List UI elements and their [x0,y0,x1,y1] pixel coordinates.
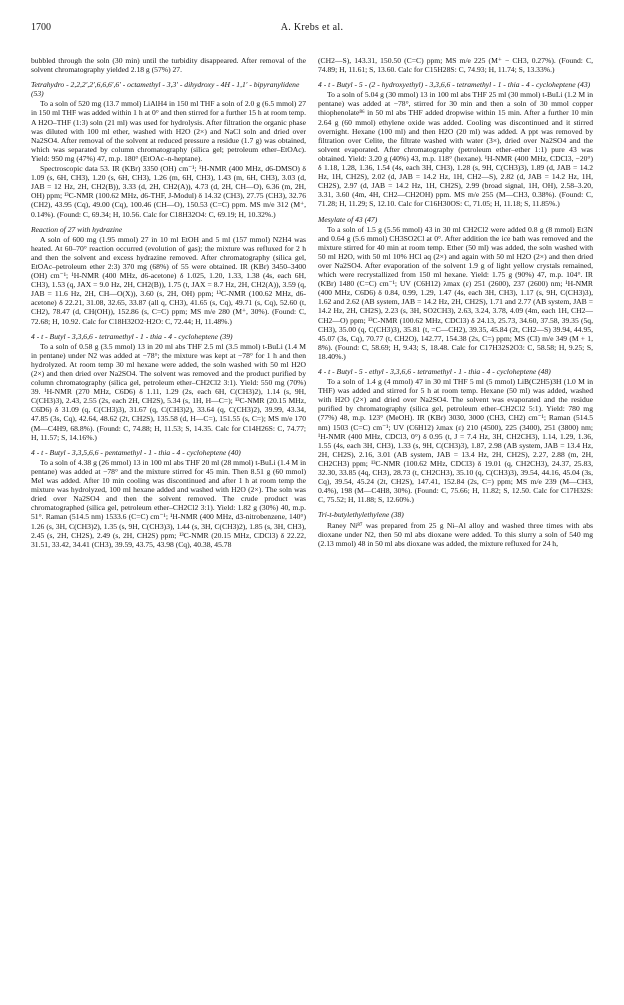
section-heading: 4 - t - Butyl - 5 - ethyl - 3,3,6,6 - tetramethyl - 1 - thia - 4 - cycloheptene (48) [318,367,551,376]
section-heading: Mesylate of 43 (47) [318,214,378,224]
paragraph: (CH2—S), 143.31, 150.50 (C=C) ppm; MS m/e 225 (M⁺ − CH3, 0.27%). (Found: C, 74.89; H, 11.61; S, 13.60. Calc for C15H28S: C, 74.93; H, 11.74; S, 13.33%.) [318,56,593,75]
paragraph: Spectroscopic data 53. IR (KBr) 3350 (OH) cm⁻¹; ¹H-NMR (400 MHz, d6-DMSO) δ 1.09 (s, 6H, CH3), 1.20 (s, 6H, CH3), 1.26 (m, 6H, CH3), 1.43 (m, 6H, CH3), 3.03 (d, JAB = 12 Hz, 2H, CH2(B)), 3.33 (d, 2H, CH2(A)), 4.73 (d, 2H, CH—O), 6.36 (m, 2H, OH) ppm; ¹³C-NMR (100.62 MHz, d6-THF, J-Modul) δ 14.32 (CH3), 27.75 (CH3), 32.76 (CH2), 43.95 (Cq), 49.00 (Cq), 100.46 (CH—O), 150.53 (C=C) ppm. MS m/e 312 (M⁺, 0.14%). (Found: C, 69.34; H, 10.56. Calc for C18H32O4: C, 69.19; H, 10.32%.) [31,164,306,219]
paragraph: To a soln of 1.4 g (4 mmol) 47 in 30 ml THF 5 ml (5 mmol) LiB(C2H5)3H (1.0 M in THF) was added and stirred for 5 h at room temp. Hexane (50 ml) was added, washed with H2O (2×) and dried over Na2SO4. The solvent was evaporated and the residue purified by chromatography (silica gel, petroleum ether–CH2Cl2 5:1). Yield: 780 mg (77%) 48, m.p. 123° (MeOH). IR (KBr) 3030, 3000 (CH3, CH2) cm⁻¹; Raman (514.5 nm) 1503 (C=C) cm⁻¹; UV (C6H12) λmax (ε) 210 (4500), 225 (3400), 251 (3800) nm; ¹H-NMR (400 MHz, CDCl3, 0°) δ 0.95 (t, J = 7.4 Hz, 3H, CH2CH3), 1.14, 1.29, 1.36, 1.55 (4s, each 3H, CH3), 1.33 (s, 9H, C(CH3)3), 1.87, 2.98 (AB system, JAB = 13.4 Hz, 2H, CH2S), 2.16, 3.01 (AB system, JAB = 13.4 Hz, 2H, CH2S), 2.27, 2.88 (m, 2H, CH2CH3) ppm; ¹³C-NMR (100.62 MHz, CDCl3) δ 19.01 (q, CH2CH3), 24.37, 25.83, 32.30, 33.85 (4q, CH3), 28.73 (t, CH2CH3), 35.10 (q, C(CH3)3), 39.54, 44.16, 45.04 (3s, Cq), 39.54, 45.24 (2t, CH2S), 147.41, 152.84 (2s, C=) ppm; MS m/e 239 (M—CH3, 0.4%), 198 (M—C4H8, 30%). (Found: C, 75.66; H, 11.82; S, 12.50. Calc for C17H32S: C, 75.52; H, 11.88; S, 12.60%.) [318,377,593,505]
paragraph: A soln of 600 mg (1.95 mmol) 27 in 10 ml EtOH and 5 ml (157 mmol) N2H4 was heated. At 60–70° reaction occurred (evolution of gas); the mixture was refluxed for 2 h and then the solvent and excess hydrazine removed. After chromatography (silica gel, EtOAc–petroleum ether 2:3) 370 mg (68%) of 55 were obtained. IR (KBr) 3450–3400 (OH) cm⁻¹; ¹H-NMR (400 MHz, d6-acetone) δ 1.025, 1.20, 1.33, 1.38 (4s, each 6H, CH3), 1.53 (q, JAX = 9.0 Hz, 2H, CH2(B)), 1.75 (t, JAX = 8.7 Hz, 2H, CH2(A)), 3.59 (q, JAB = 11.6 Hz, 2H, CH—O(X)), 3.60 (s, 2H, OH) ppm; ¹³C-NMR (100.62 MHz, d6-acetone) δ 22.21, 31.08, 32.65, 33.87 (all q, CH3), 41.65 (s, Cq), 49.71 (s, Cq), 52.60 (t, CH2), 78.47 (d, CH(OH)), 152.86 (s, C=C) ppm; MS m/e 280 (M⁺, 30%). (Found: C, 72.68; H, 10.92. Calc for C18H32O2·H2O: C, 72.44; H, 11.48%.) [31,234,306,326]
section-heading: 4 - t - Butyl - 3,3,5,6,6 - pentamethyl - 1 - thia - 4 - cycloheptene (40) [31,447,241,457]
paragraph: To a soln of 0.58 g (3.5 mmol) 13 in 20 ml abs THF 2.5 ml (3.5 mmol) t-BuLi (1.4 M in pentane) under N2 was added at −78°; the mixture was kept at −78° for 1 h and then hydrolyzed. At room temp 30 ml hexane were added, the soln washed with 50 ml H2O (2×) and then dried over Na2SO4. The solvent was removed and the product purified by column chromatography (silica gel, petroleum ether–CH2Cl2 3:1). Yield: 550 mg (70%) 39. ¹H-NMR (270 MHz, C6D6) δ 1.11, 1.29 (2s, each 6H, C(CH3)2), 1.14 (s, 9H, C(CH3)3), 2.43, 2.55 (2s, each 2H, CH2S), 5.34 (s, 1H, H—C=); ¹³C-NMR (20.15 MHz, C6D6) δ 31.09 (q, C(CH3)3), 31.67 (q, C(CH3)2), 33.64 (q, C(CH3)2), 39.99, 43.34, 47.85 (3s, Cq), 42.64, 48.62 (2t, CH2S), 135.58 (d, H—C=), 151.55 (s, C=); MS m/e 170 (M—C4H9, 68.8%). (Found: C, 74.88; H, 11.53; S, 14.35. Calc for C14H26S: C, 74.77; H, 11.57; S, 14.16%.) [31,341,306,442]
section-heading: Tetrahydro - 2,2,2′,2′,6,6,6′,6′ - octamethyl - 3,3′ - dihydroxy - 4H - 1,1′ - bipyranylidene (53) [31,80,300,99]
paragraph: Raney Ni⁸⁷ was prepared from 25 g Ni–Al alloy and washed three times with abs dioxane under N2, then 50 ml abs dioxane were added. To this slurry a soln of 540 mg (2.13 mmol) 48 in 50 ml abs dioxane was added, the mixture refluxed for 24 h, [318,520,593,548]
paragraph: To a soln of 4.38 g (26 mmol) 13 in 100 ml abs THF 20 ml (28 mmol) t-BuLi (1.4 M in pentane) was added at −78° and the mixture stirred for 45 min. Then 8.51 g (60 mmol) MeI was added. After 10 min cooling was discontinued and after 1 h at room temp the mixture was hydrolyzed, 100 ml hexane added and washed with H2O (2×). The soln was dried over Na2SO4 and then the solvent removed. The crude product was chromatographed (silica gel, petroleum ether–CH2Cl2 3:1). Yield: 1.82 g (30%) 40, m.p. 51°. Raman (514.5 nm) 1533.6 (C=C) cm⁻¹; ¹H-NMR (400 MHz, d3-nitrobenzene, 140°) 1.26 (s, 3H, C(CH3)2), 1.35 (s, 9H, C(CH3)3), 1.44 (s, 3H, C(CH3)2), 1.85 (s, 3H, CH3), 2.45 (s, 2H, CH2S), 2.49 (s, 2H, CH2S) ppm; ¹³C-NMR (20.15 MHz, CDCl3) δ 22.22, 31.51, 33.42, 34.41 (CH3), 39.59, 43.75, 43.98 (Cq), 40.38, 45.78 [31,457,306,549]
right-column [318,56,593,549]
page-header [0,22,624,36]
section-heading: Reaction of 27 with hydrazine [31,224,123,234]
section-heading: 4 - t - Butyl - 5 - (2 - hydroxyethyl) - 3,3,6,6 - tetramethyl - 1 - thia - 4 - cycloheptene (43) [318,80,591,90]
section-heading: 4 - t - Butyl - 3,3,6,6 - tetramethyl - 1 - thia - 4 - cycloheptene (39) [31,331,233,341]
running-head-authors: A. Krebs et al. [280,22,344,33]
paragraph: To a soln of 5.04 g (30 mmol) 13 in 100 ml abs THF 25 ml (30 mmol) t-BuLi (1.2 M in pentane) was added at −78°, stirred for 30 min and then a soln of 30 mmol copper thiophenolate⁸⁶ in 50 ml abs THF added dropwise within 15 min. After a further 10 min 2.64 g (60 mmol) ethylene oxide was added. Cooling was discontinued and it stirred overnight. Hexane (100 ml) and then H2O (20 ml) was added. A ppt was removed by filtration over Celite, the filtrate washed with water (3×), dried over Na2SO4 and the solvent evaporated. After chromatography (petroleum ether–ether 1:1) pure 43 was obtained. Yield: 3.20 g (40%) 43, m.p. 118° (hexane). ¹H-NMR (400 MHz, CDCl3, −20°) δ 1.18, 1.28, 1.36, 1.54 (4s, each 3H, CH3), 1.28 (s, 9H, C(CH3)3), 1.89 (d, JAB = 14.2 Hz, 1H, CH2S), 2.02 (d, JAB = 14.2 Hz, 1H, CH2—S), 2.82 (d, JAB = 14.2 Hz, 1H, CH2S), 2.97 (d, JAB = 14.2 Hz, 1H, CH2S), 2.99 (broad signal, 1H, OH), 2.58–3.20, 3.31, 3.60 (4m, 4H, CH2—CH2OH) ppm. MS m/e 255 (M—CH3, 0.38%). (Found: C, 71.28; H, 11.29; S, 12.10. Calc for C16H30OS: C, 71.05; H, 11.18; S, 11.85%.) [318,90,593,209]
left-column [31,56,306,550]
page-number: 1700 [31,22,51,33]
paragraph: To a soln of 1.5 g (5.56 mmol) 43 in 30 ml CH2Cl2 were added 0.8 g (8 mmol) Et3N and 0.64 g (5.6 mmol) CH3SO2Cl at 0°. After addition the ice bath was removed and the mixture stirred for 40 min at room temp. Ether (50 ml) was added, the soln washed with 50 ml H2O, with 50 ml 10% HCl aq (2×) and again with 50 ml H2O (2×) and then dried over Na2SO4. After evaporation of the solvent 1.9 g of light yellow crystals remained, which were recrystallized from 150 ml hexane. Yield: 1.75 g (90%) 47, m.p. 104°. IR (KBr) 1480 (C=C) cm⁻¹; UV (C6H12) λmax (ε) 251 (2600), 237 (2600) nm; ¹H-NMR (400 MHz, C6D6) δ 0.84, 0.99, 1.29, 1.47 (4s, each 3H, CH3), 1.17 (s, 9H, C(CH3)3), 1.62 and 2.62 (AB system, JAB = 14.2 Hz, 2H, CH2S), 1.71 and 2.77 (AB system, JAB = 14.2 Hz, 2H, CH2S), 2.23 (s, 3H, SO2CH3), 2.63, 3.24, 3.78, 4.09 (4m, each 1H, CH2—CH2—O) ppm; ¹³C-NMR (100.62 MHz, CDCl3) δ 24.13, 25.73, 34.60, 37.58, 39.35 (5q, CH3), 35.00 (q, C(CH3)3), 35.81 (t, =C—CH2), 39.35, 45.84 (2t, CH2—S) 39.94, 44.95, 45.07 (3s, Cq), 70.77 (t, CH2O), 142.77, 154.38 (2s, C=) ppm; MS (CI) m/e 349 (M + 1, 8%). (Found: C, 58.69; H, 9.43; S, 18.48. Calc for C17H32S2O3: C, 58.58; H, 9.25; S, 18.40%.) [318,224,593,361]
paragraph: bubbled through the soln (30 min) until the turbidity disappeared. After removal of the solvent chromatography yielded 2.18 g (57%) 27. [31,56,306,75]
paragraph: To a soln of 520 mg (13.7 mmol) LiAlH4 in 150 ml THF a soln of 2.0 g (6.5 mmol) 27 in 150 ml THF was added within 1 h at 0° and then stirred for a further 15 h at room temp. A H2O–THF (1:3) soln (21 ml) was used for hydrolysis. After filtration the organic phase was diluted with 100 ml ether, washed with H2O (2×) and NaCl soln and dried over Na2SO4. After removal of the solvent at reduced pressure a residue (1.7 g) was obtained, which was separated by column chromatography (silica gel; petroleum ether–EtOAc). Yield: 950 mg (47%) 47, m.p. 180° (EtOAc–n-heptane). [31,99,306,163]
section-heading: Tri-t-butylethylethylene (38) [318,510,404,520]
